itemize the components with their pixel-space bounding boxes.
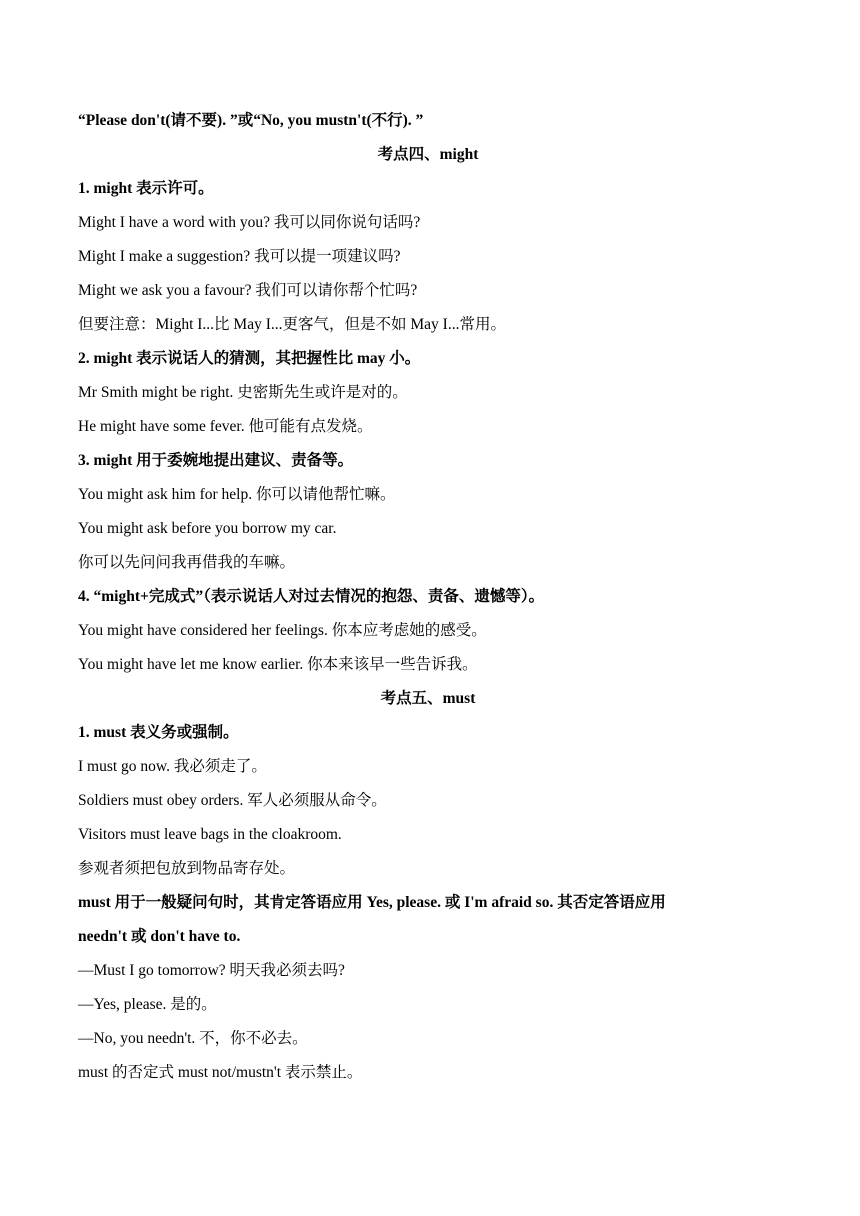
point-heading: 4. “might+完成式”（表示说话人对过去情况的抱怨、责备、遗憾等）。: [78, 588, 545, 605]
section-heading-might: 考点四、might: [377, 146, 479, 163]
example-sentence: You might ask before you borrow my car.: [78, 520, 337, 537]
example-sentence: I must go now. 我必须走了。: [78, 758, 267, 775]
dialogue-line: —Yes, please. 是的。: [78, 996, 217, 1013]
dialogue-line: —No, you needn't. 不，你不必去。: [78, 1030, 308, 1047]
section-heading-must: 考点五、must: [380, 690, 476, 707]
example-sentence: You might have considered her feelings. 你本应考虑她的感受。: [78, 622, 487, 639]
example-sentence: Might we ask you a favour? 我们可以请你帮个忙吗?: [78, 282, 418, 299]
example-sentence: Mr Smith might be right. 史密斯先生或许是对的。: [78, 384, 408, 401]
document-page: [78, 104, 778, 1090]
example-sentence: You might have let me know earlier. 你本来该早一些告诉我。: [78, 656, 478, 673]
example-sentence: Might I have a word with you? 我可以同你说句话吗?: [78, 214, 421, 231]
example-sentence: Might I make a suggestion? 我可以提一项建议吗?: [78, 248, 401, 265]
example-sentence: He might have some fever. 他可能有点发烧。: [78, 418, 373, 435]
rule-line: must 用于一般疑问句时，其肯定答语应用 Yes, please. 或 I'm afraid so. 其否定答语应用: [78, 894, 666, 911]
point-heading: 1. might 表示许可。: [78, 180, 214, 197]
example-sentence: You might ask him for help. 你可以请他帮忙嘛。: [78, 486, 396, 503]
point-heading: 3. might 用于委婉地提出建议、责备等。: [78, 452, 354, 469]
example-sentence: Visitors must leave bags in the cloakroom.: [78, 826, 342, 843]
example-translation: 你可以先问问我再借我的车嘛。: [78, 554, 296, 571]
dialogue-line: —Must I go tomorrow? 明天我必须去吗?: [78, 962, 345, 979]
example-translation: 参观者须把包放到物品寄存处。: [78, 860, 296, 877]
example-sentence: Soldiers must obey orders. 军人必须服从命令。: [78, 792, 387, 809]
note-line: must 的否定式 must not/mustn't 表示禁止。: [78, 1064, 363, 1081]
point-heading: 2. might 表示说话人的猜测，其把握性比 may 小。: [78, 350, 421, 367]
rule-line-continued: needn't 或 don't have to.: [78, 928, 241, 945]
answer-example-line: “Please don't(请不要). ”或“No, you mustn't(不行). ”: [78, 112, 424, 129]
note-line: 但要注意：Might I...比 May I...更客气，但是不如 May I...常用。: [78, 316, 506, 333]
point-heading: 1. must 表义务或强制。: [78, 724, 239, 741]
